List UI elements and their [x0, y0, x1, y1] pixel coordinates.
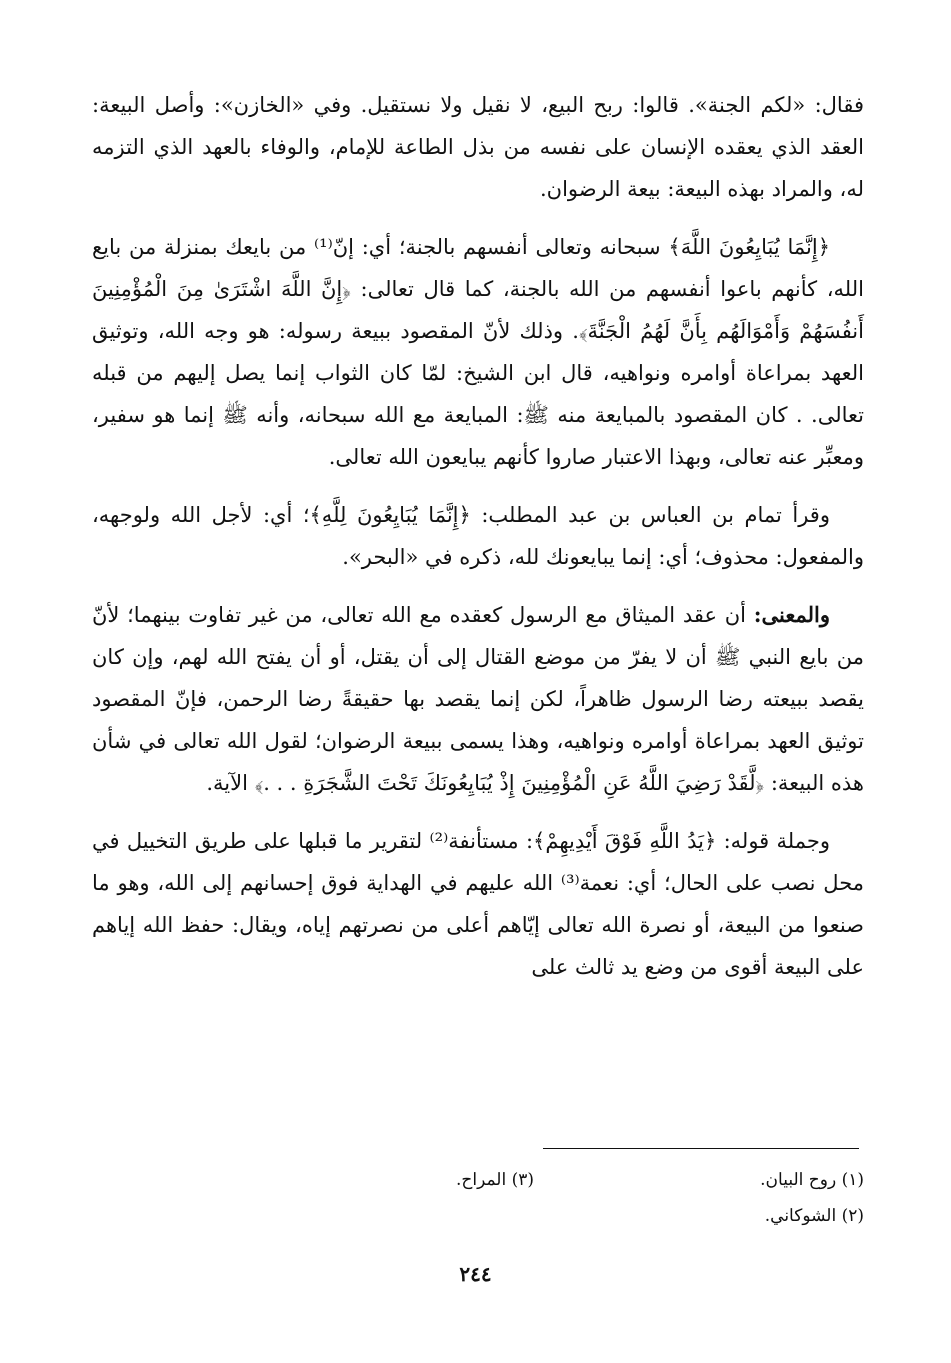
paragraph-4-text: أن عقد الميثاق مع الرسول كعقده مع الله تعالى، من غير تفاوت بينهما؛ لأنّ من بايع النبي ﷺ أن لا يفرّ من موضع القتال إلى أن يقتل، أو أن يفتح الله لهم، وإن كان يقصد ببيعته رضا الرسول ظاهراً، لكن إنما يقصد بها حقيقةً رضا الرحمن، فإنّ المقصود توثيق العهد بمراعاة أوامره ونواهيه، وهذا يسمى ببيعة الرضوان؛ لقول الله تعالى في شأن هذه البيعة: ﴿لَّقَدْ رَضِيَ اللَّهُ عَنِ الْمُؤْمِنِينَ إِذْ يُبَايِعُونَكَ تَحْتَ الشَّجَرَةِ . . .﴾ الآية.: [92, 603, 864, 795]
paragraph-4: [92, 594, 864, 804]
paragraph-5: وجملة قوله: ﴿يَدُ اللَّهِ فَوْقَ أَيْدِيهِمْ﴾: مستأنفة⁽²⁾ لتقرير ما قبلها على طريق التخييل في محل نصب على الحال؛ أي: نعمة⁽³⁾ الله عليهم في الهداية فوق إحسانهم إلى الله، وهو ما صنعوا من البيعة، أو نصرة الله تعالى إيّاهم أعلى من نصرتهم إياه، ويقال: حفظ الله إياهم على البيعة أقوى من وضع يد ثالث على: [92, 829, 865, 979]
page-number: ٢٤٤: [459, 1262, 492, 1286]
page-body: [92, 84, 864, 1284]
footnotes: [92, 1162, 864, 1234]
footnote-row: [92, 1162, 864, 1198]
footnote-1: (١) روح البيان.: [760, 1170, 864, 1190]
footnote-row: [92, 1198, 864, 1234]
footnote-2: (٢) الشوكاني.: [764, 1206, 864, 1226]
footnote-divider: [543, 1148, 859, 1149]
paragraph-3: وقرأ تمام بن العباس بن عبد المطلب: ﴿إِنَّمَا يُبَايِعُونَ لِلَّهِ﴾؛ أي: لأجل الله ولوجهه، والمفعول: محذوف؛ أي: إنما يبايعونك لله، ذكره في «البحر».: [92, 503, 864, 569]
footnote-3: (٣) المراح.: [455, 1170, 534, 1190]
paragraph-1: فقال: «لكم الجنة». قالوا: ربح البيع، لا نقيل ولا نستقيل. وفي «الخازن»: وأصل البيعة: العقد الذي يعقده الإنسان على نفسه من بذل الطاعة للإمام، والوفاء بالعهد الذي التزمه له، والمراد بهذه البيعة: بيعة الرضوان.: [92, 93, 864, 201]
lead-word: والمعنى:: [753, 602, 830, 627]
paragraph-2: ﴿إِنَّمَا يُبَايِعُونَ اللَّهَ﴾ سبحانه وتعالى أنفسهم بالجنة؛ أي: إنّ⁽¹⁾ من بايعك بمنزلة من بايع الله، كأنهم باعوا أنفسهم من الله بالجنة، كما قال تعالى: ﴿إِنَّ اللَّهَ اشْتَرَىٰ مِنَ الْمُؤْمِنِينَ أَنفُسَهُمْ وَأَمْوَالَهُم بِأَنَّ لَهُمُ الْجَنَّةَ﴾. وذلك لأنّ المقصود ببيعة رسوله: هو وجه الله، وتوثيق العهد بمراعاة أوامره ونواهيه، قال ابن الشيخ: لمّا كان الثواب إنما يصل إليهم من قبله تعالى. . كان المقصود بالمبايعة منه ﷺ: المبايعة مع الله سبحانه، وأنه ﷺ إنما هو سفير، ومعبِّر عنه تعالى، وبهذا الاعتبار صاروا كأنهم يبايعون الله تعالى.: [92, 235, 864, 469]
